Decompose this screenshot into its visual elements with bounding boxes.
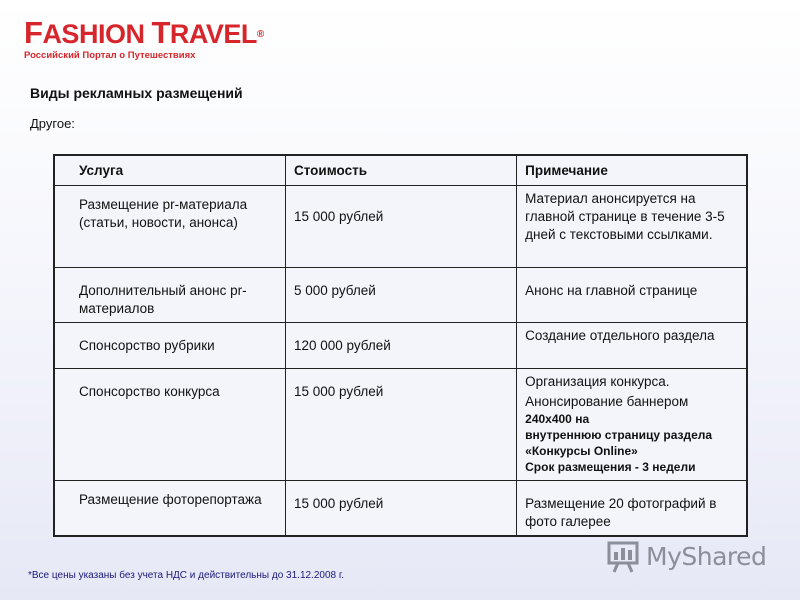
note-cell: Создание отдельного раздела — [517, 322, 747, 368]
price-cell: 15 000 рублей — [285, 185, 516, 267]
pricing-footnote: *Все цены указаны без учета НДС и действительны до 31.12.2008 г. — [28, 570, 345, 581]
section-subtitle: Другое: — [30, 116, 75, 131]
service-cell: Размещение pr-материала (статьи, новости, анонса) — [54, 185, 285, 267]
presentation-board-icon — [606, 538, 642, 574]
column-header-price: Стоимость — [285, 155, 516, 185]
note-line: Организация конкурса. — [525, 373, 670, 389]
table-row — [54, 185, 747, 267]
note-bold-line: 240x400 на — [525, 411, 590, 426]
page-title: Виды рекламных размещений — [30, 85, 243, 101]
table-header-row — [54, 155, 747, 185]
price-cell: 15 000 рублей — [285, 480, 516, 536]
logo-wordmark: FASHION TRAVEL® — [24, 15, 264, 50]
note-cell: Анонс на главной странице — [517, 267, 747, 322]
note-line: Анонсирование баннером — [525, 393, 689, 409]
service-cell: Спонсорство рубрики — [54, 322, 285, 368]
table-row — [54, 480, 747, 536]
table-row — [54, 322, 747, 368]
price-cell: 15 000 рублей — [285, 368, 516, 480]
note-cell: Материал анонсируется на главной странице в течение 3-5 дней с текстовыми ссылками. — [517, 185, 747, 267]
watermark-text: MyShared — [646, 541, 767, 571]
watermark — [606, 538, 766, 574]
table-row — [54, 267, 747, 322]
price-cell: 5 000 рублей — [285, 267, 516, 322]
service-cell: Размещение фоторепортажа — [54, 480, 285, 536]
logo-registered-mark: ® — [256, 29, 264, 40]
service-cell: Дополнительный анонс pr-материалов — [54, 267, 285, 322]
table-row — [54, 368, 747, 480]
note-bold-line: Срок размещения - 3 недели — [525, 459, 696, 474]
note-cell — [517, 368, 747, 480]
column-header-note: Примечание — [517, 155, 747, 185]
note-bold-line: внутреннюю страницу раздела «Конкурсы Online» — [525, 427, 713, 458]
pricing-table — [53, 154, 748, 537]
brand-logo — [24, 15, 264, 61]
note-cell: Размещение 20 фотографий в фото галерее — [517, 480, 747, 536]
column-header-service: Услуга — [54, 155, 285, 185]
price-cell: 120 000 рублей — [285, 322, 516, 368]
logo-tagline: Российский Портал о Путешествиях — [24, 50, 196, 61]
service-cell: Спонсорство конкурса — [54, 368, 285, 480]
